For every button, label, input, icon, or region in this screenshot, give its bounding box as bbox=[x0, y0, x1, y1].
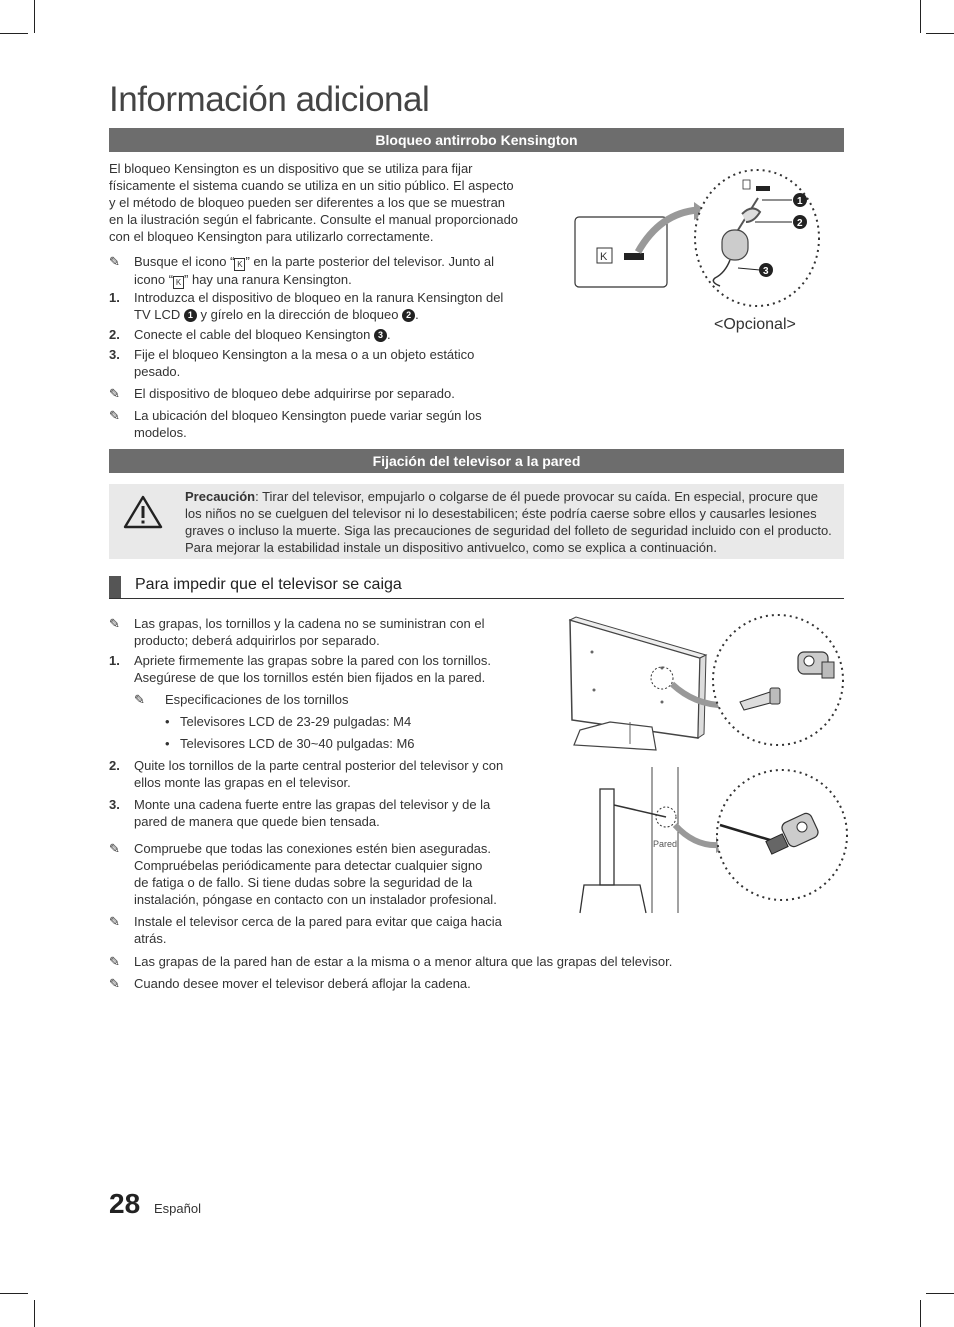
kensington-illustration bbox=[570, 168, 830, 338]
step-1 bbox=[109, 652, 529, 686]
tv-stand bbox=[574, 722, 656, 750]
page-number: 28 bbox=[109, 1188, 141, 1219]
step-number: 1. bbox=[109, 290, 120, 305]
screw-head bbox=[770, 688, 780, 704]
note-pencil-icon: ✎ bbox=[109, 616, 120, 631]
note-clip-height bbox=[109, 953, 809, 970]
screw-hole bbox=[591, 651, 594, 654]
text-line: Apriete firmemente las grapas sobre la pared con los tornillos. bbox=[134, 653, 491, 668]
text-line: atrás. bbox=[134, 931, 167, 946]
note-install-near-wall bbox=[109, 913, 529, 947]
text-line: pared de manera que quede bien tensada. bbox=[134, 814, 380, 829]
footer-language: Español bbox=[154, 1201, 201, 1216]
text-line: de fatiga o de fallo. Si tiene dudas sobre la seguridad de la bbox=[134, 875, 473, 890]
optional-label: <Opcional> bbox=[714, 316, 796, 333]
note-pencil-icon: ✎ bbox=[109, 954, 120, 969]
step-number: 1. bbox=[109, 653, 120, 668]
wall-label: Pared bbox=[653, 839, 678, 849]
text-line: Quite los tornillos de la parte central posterior del televisor y con bbox=[134, 758, 504, 773]
section-heading-kensington: Bloqueo antirrobo Kensington bbox=[109, 128, 844, 152]
callout-1-text: 1 bbox=[797, 196, 803, 207]
text-line: ellos monte las grapas en el televisor. bbox=[134, 775, 351, 790]
text: Conecte el cable del bloqueo Kensington bbox=[134, 327, 374, 342]
callout-2-text: 2 bbox=[797, 218, 803, 229]
step-1 bbox=[109, 289, 529, 323]
text: . bbox=[386, 327, 391, 342]
step-number: 2. bbox=[109, 327, 120, 342]
clip-hole bbox=[804, 656, 814, 666]
text: Cuando desee mover el televisor deberá aflojar la cadena. bbox=[134, 976, 471, 991]
note-pencil-icon: ✎ bbox=[109, 841, 120, 856]
text-line: Las grapas, los tornillos y la cadena no se suministran con el bbox=[134, 616, 485, 631]
warning-triangle-icon bbox=[123, 494, 163, 530]
text-line: con el bloqueo Kensington para utilizarlo correctamente. bbox=[109, 229, 434, 244]
circled-number-2: 2 bbox=[402, 309, 415, 322]
crop-mark bbox=[0, 33, 28, 34]
text-line: físicamente el sistema cuando se utiliza en un sitio público. El aspecto bbox=[109, 178, 514, 193]
text-line: Fije el bloqueo Kensington a la mesa o a un objeto estático bbox=[134, 347, 475, 362]
text: Las grapas de la pared han de estar a la misma o a menor altura que las grapas del televisor. bbox=[134, 954, 673, 969]
crop-mark bbox=[0, 1293, 28, 1294]
kensington-icon: K bbox=[173, 276, 184, 289]
note-kensington-icon bbox=[109, 253, 529, 287]
note-check-connections bbox=[109, 840, 529, 908]
zoom-arrow bbox=[675, 825, 720, 845]
step-number: 2. bbox=[109, 758, 120, 773]
callout-3-text: 3 bbox=[763, 266, 769, 277]
screw-hole bbox=[593, 689, 596, 692]
crop-mark bbox=[926, 1293, 954, 1294]
crop-mark bbox=[34, 0, 35, 33]
tv-clip-illustration bbox=[560, 610, 850, 760]
text-line: instalación, póngase en contacto con un instalador profesional. bbox=[134, 892, 497, 907]
section-heading-wall: Fijación del televisor a la pared bbox=[109, 449, 844, 473]
text: y gírelo en la dirección de bloqueo bbox=[196, 307, 403, 322]
text: TV LCD bbox=[134, 307, 184, 322]
text: : Tirar del televisor, empujarlo o colgarse de él puede provocar su caída. En especial, procure que bbox=[255, 489, 819, 504]
text-line: Introduzca el dispositivo de bloqueo en la ranura Kensington del bbox=[134, 290, 504, 305]
text: Especificaciones de los tornillos bbox=[165, 692, 349, 707]
note-location-varies bbox=[109, 407, 529, 441]
kensington-mini-icon bbox=[743, 180, 750, 189]
text: Busque el icono “ bbox=[134, 254, 235, 269]
kensington-intro bbox=[109, 160, 518, 245]
note-pencil-icon: ✎ bbox=[134, 692, 145, 707]
caution-box bbox=[109, 484, 844, 559]
note-pencil-icon: ✎ bbox=[109, 254, 120, 269]
text: Televisores LCD de 30~40 pulgadas: M6 bbox=[180, 736, 415, 751]
kensington-slot-letter: K bbox=[600, 251, 608, 263]
text-line: modelos. bbox=[134, 425, 187, 440]
crop-mark bbox=[920, 0, 921, 33]
bullet: • bbox=[165, 736, 170, 751]
circled-number-1: 1 bbox=[184, 309, 197, 322]
text: ” hay una ranura Kensington. bbox=[184, 272, 352, 287]
step-3 bbox=[109, 346, 529, 380]
detail-circle bbox=[713, 615, 843, 745]
text-line: La ubicación del bloqueo Kensington puede variar según los bbox=[134, 408, 482, 423]
step-2 bbox=[109, 757, 529, 791]
step-number: 3. bbox=[109, 797, 120, 812]
text-line: producto; deberá adquirirlos por separado. bbox=[134, 633, 380, 648]
screw-hole bbox=[661, 701, 664, 704]
note-loosen-chain bbox=[109, 975, 809, 992]
text-line: Asegúrese de que los tornillos estén bien fijados en la pared. bbox=[134, 670, 486, 685]
note-pencil-icon: ✎ bbox=[109, 408, 120, 423]
text: ” en la parte posterior del televisor. Junto al bbox=[245, 254, 495, 269]
crop-mark bbox=[926, 33, 954, 34]
text-line: y el método de bloqueo pueden ser diferentes a los que se muestran bbox=[109, 195, 506, 210]
text-line: Compruebe que todas las conexiones estén bien aseguradas. bbox=[134, 841, 492, 856]
text: El dispositivo de bloqueo debe adquirirse por separado. bbox=[134, 386, 455, 401]
caution-text bbox=[185, 488, 845, 556]
lock-body bbox=[722, 230, 748, 260]
note-pencil-icon: ✎ bbox=[109, 386, 120, 401]
subsection-title: Para impedir que el televisor se caiga bbox=[135, 576, 402, 593]
tv-side bbox=[600, 789, 614, 885]
kensington-slot bbox=[624, 253, 644, 260]
kensington-icon: K bbox=[234, 258, 245, 271]
slot-mini bbox=[756, 186, 770, 191]
text-line: los niños no se cuelguen del televisor ni lo desestabilicen; éste podría caerse sobre ellos y causarles lesiones bbox=[185, 506, 817, 521]
step-2 bbox=[109, 326, 529, 343]
page-title: Información adicional bbox=[109, 80, 430, 119]
heading-marker bbox=[109, 576, 121, 598]
crop-mark bbox=[920, 1300, 921, 1327]
text-line: Instale el televisor cerca de la pared para evitar que caiga hacia bbox=[134, 914, 502, 929]
furniture bbox=[580, 885, 646, 913]
text: icono “ bbox=[134, 272, 174, 287]
clip-loop bbox=[822, 662, 834, 678]
text-line: El bloqueo Kensington es un dispositivo que se utiliza para fijar bbox=[109, 161, 473, 176]
note-purchase-separately bbox=[109, 385, 529, 402]
note-pencil-icon: ✎ bbox=[109, 976, 120, 991]
spec-item bbox=[165, 713, 525, 730]
text: . bbox=[415, 307, 419, 322]
text-line: Para mejorar la estabilidad instale un dispositivo antivuelco, como se explica a continuación. bbox=[185, 540, 717, 555]
caution-label: Precaución bbox=[185, 489, 256, 504]
text-line: Monte una cadena fuerte entre las grapas del televisor y de la bbox=[134, 797, 491, 812]
subsection-heading bbox=[109, 576, 844, 599]
clip-screw bbox=[797, 822, 807, 832]
text-line: en la ilustración según el fabricante. Consulte el manual proporcionado bbox=[109, 212, 519, 227]
crop-mark bbox=[34, 1300, 35, 1327]
bullet: • bbox=[165, 714, 170, 729]
step-number: 3. bbox=[109, 347, 120, 362]
note-screw-specs bbox=[134, 691, 534, 708]
text-line: graves o incluso la muerte. Siga las precauciones de seguridad del folleto de seguridad incluido con el producto. bbox=[185, 523, 832, 538]
text-line: pesado. bbox=[134, 364, 181, 379]
note-pencil-icon: ✎ bbox=[109, 914, 120, 929]
spec-item bbox=[165, 735, 525, 752]
text: Televisores LCD de 23-29 pulgadas: M4 bbox=[180, 714, 412, 729]
note-not-supplied bbox=[109, 615, 529, 649]
text-line: Compruébelas periódicamente para detectar cualquier signo bbox=[134, 858, 483, 873]
circled-number-3: 3 bbox=[374, 329, 387, 342]
step-3 bbox=[109, 796, 529, 830]
wall-chain-illustration bbox=[570, 765, 850, 915]
